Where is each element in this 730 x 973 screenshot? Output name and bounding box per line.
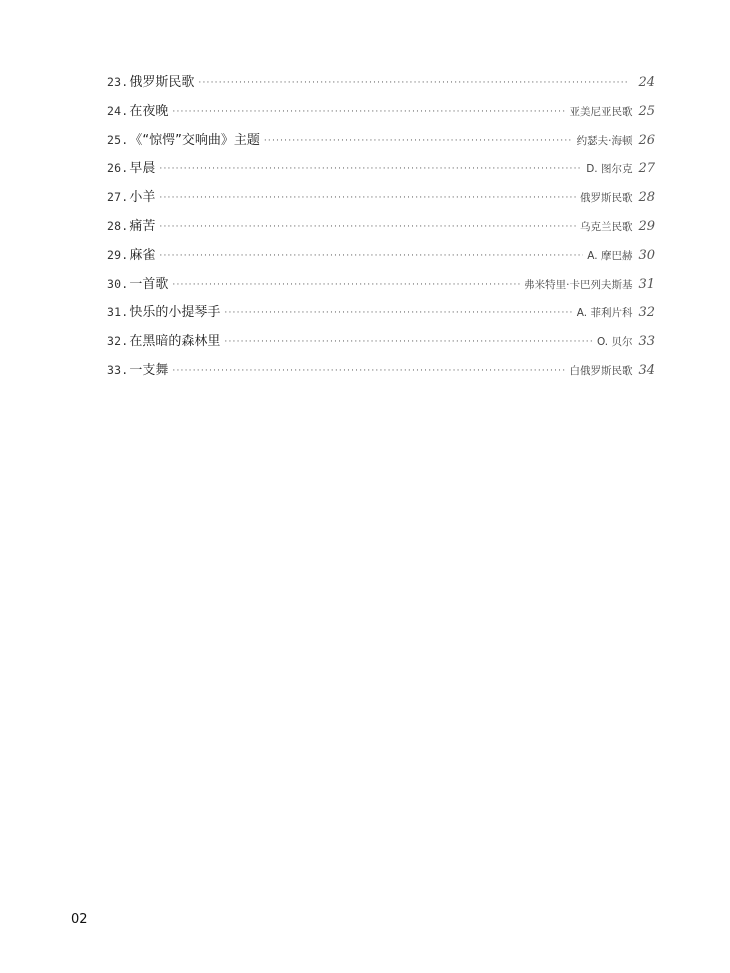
dot-leader	[264, 127, 573, 156]
entry-number: 26.	[107, 161, 129, 176]
entry-title: 早晨	[129, 161, 156, 177]
entry-title: 快乐的小提琴手	[129, 305, 221, 321]
dot-leader	[172, 271, 520, 300]
toc-entry[interactable]	[107, 154, 655, 183]
entry-title: 《“惊愕”交响曲》主题	[129, 132, 260, 148]
entry-title: 俄罗斯民歌	[129, 75, 195, 90]
dot-leader	[198, 69, 628, 98]
entry-title: 小羊	[129, 190, 156, 206]
entry-title: 一支舞	[129, 362, 169, 378]
entry-number: 28.	[107, 218, 129, 233]
entry-number: 23.	[107, 75, 129, 89]
entry-page-number: 31	[638, 276, 655, 292]
toc-entry[interactable]	[107, 126, 655, 155]
entry-page-number: 29	[638, 218, 655, 234]
entry-author: 亚美尼亚民歌	[569, 105, 633, 118]
entry-author: 乌克兰民歌	[579, 220, 633, 233]
entry-page-number: 28	[638, 190, 655, 206]
dot-leader	[159, 242, 583, 271]
dot-leader	[224, 299, 572, 328]
entry-title: 在黑暗的森林里	[129, 334, 221, 350]
entry-page-number: 32	[638, 305, 655, 321]
entry-number: 30.	[107, 276, 129, 291]
entry-number: 31.	[107, 305, 129, 320]
entry-title: 麻雀	[129, 247, 156, 263]
toc-entry[interactable]	[107, 270, 655, 299]
dot-leader	[224, 328, 593, 357]
entry-page-number: 25	[638, 103, 655, 119]
toc-entry[interactable]	[107, 298, 655, 327]
table-of-contents	[107, 68, 655, 385]
entry-page-number: 34	[638, 362, 655, 378]
toc-entry[interactable]	[107, 212, 655, 241]
dot-leader	[172, 357, 565, 386]
entry-page-number: 33	[638, 334, 655, 350]
dot-leader	[172, 98, 565, 127]
entry-page-number: 27	[638, 161, 655, 177]
entry-number: 33.	[107, 362, 129, 377]
entry-page-number: 26	[638, 132, 655, 148]
toc-entry[interactable]	[107, 327, 655, 356]
entry-author: 约瑟夫·海顿	[576, 134, 633, 147]
entry-number: 27.	[107, 190, 129, 205]
entry-number: 24.	[107, 103, 129, 118]
toc-entry[interactable]	[107, 183, 655, 212]
toc-entry[interactable]	[107, 68, 655, 97]
toc-entry[interactable]	[107, 241, 655, 270]
page-number: 02	[71, 912, 88, 927]
entry-number: 32.	[107, 334, 129, 349]
entry-author: A. 菲利片科	[576, 307, 633, 320]
entry-author: A. 摩巴赫	[587, 249, 633, 262]
toc-entry[interactable]	[107, 97, 655, 126]
entry-author: O. 贝尔	[596, 336, 633, 349]
entry-author: 弗米特里·卡巴列夫斯基	[524, 278, 633, 291]
dot-leader	[159, 155, 582, 184]
entry-author: 俄罗斯民歌	[579, 192, 633, 205]
dot-leader	[159, 184, 576, 213]
entry-title: 一首歌	[129, 276, 169, 292]
entry-title: 在夜晚	[129, 103, 169, 119]
entry-title: 痛苦	[129, 218, 156, 234]
entry-number: 25.	[107, 132, 129, 147]
dot-leader	[159, 213, 576, 242]
entry-page-number: 30	[638, 247, 655, 263]
toc-entry[interactable]	[107, 356, 655, 385]
entry-number: 29.	[107, 247, 129, 262]
entry-author: D. 图尔克	[586, 163, 633, 176]
entry-page-number: 24	[638, 75, 655, 90]
entry-author: 白俄罗斯民歌	[569, 364, 633, 377]
